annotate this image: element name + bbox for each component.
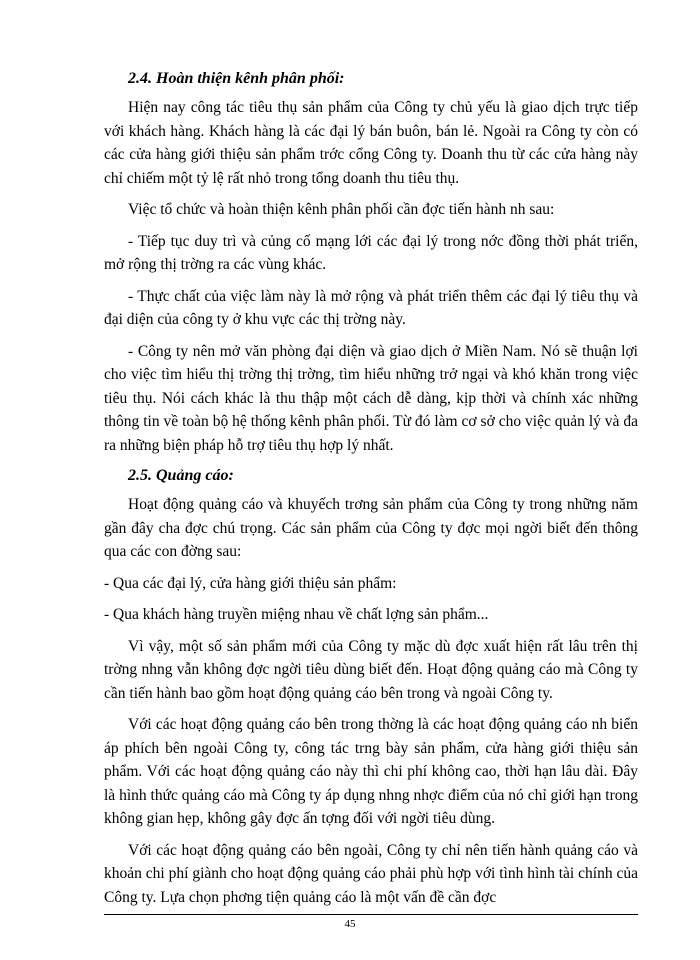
list-item: - Qua khách hàng truyền miệng nhau về chất lợng sản phẩm... xyxy=(104,606,489,623)
page-body xyxy=(104,68,638,917)
paragraph: Hiện nay công tác tiêu thụ sản phẩm của Công ty chủ yếu là giao dịch trực tiếp với khách hàng. Khách hàng là các đại lý bán buôn, bán lẻ. Ngoài ra Công ty còn có các cửa hàng giới thiệu sản phẩm trớc cổng Công ty. Doanh thu từ các cửa hàng này chỉ chiếm một tỷ lệ rất nhỏ trong tổng doanh thu tiêu thụ. xyxy=(104,99,638,187)
section-heading-advertising: 2.5. Quảng cáo: xyxy=(128,467,234,484)
paragraph: Hoạt động quảng cáo và khuyếch trơng sản phẩm của Công ty trong những năm gần đây cha đợc chú trọng. Các sản phẩm của Công ty đợc mọi ngời biết đến thông qua các con đờng sau: xyxy=(104,496,638,560)
list-item: - Qua các đại lý, cửa hàng giới thiệu sản phẩm: xyxy=(104,574,397,592)
bullet-paragraph: - Tiếp tục duy trì và củng cố mạng lới các đại lý trong nớc đồng thời phát triển, mở rộng thị trờng ra các vùng khác. xyxy=(104,232,638,273)
paragraph: Vì vậy, một số sản phẩm mới của Công ty mặc dù đợc xuất hiện rất lâu trên thị trờng nhng vẫn không đợc ngời tiêu dùng biết đến. Hoạt động quảng cáo mà Công ty cần tiến hành bao gồm hoạt động quảng cáo bên trong và ngoài Công ty. xyxy=(104,637,638,702)
section-heading-distribution: 2.4. Hoàn thiện kênh phân phối: xyxy=(128,70,345,87)
bullet-paragraph: - Công ty nên mở văn phòng đại diện và giao dịch ở Miền Nam. Nó sẽ thuận lợi cho việc tìm hiểu thị trờng thị trờng, tìm hiểu những trở ngại và khó khăn trong việc tiêu thụ. Nói cách khác là thu thập một cách dễ dàng, kịp thời và chính xác những thông tin về toàn bộ hệ thống kênh phân phối. Từ đó làm cơ sở cho việc quản lý và đa ra những biện pháp hỗ trợ tiêu thụ hợp lý nhất. xyxy=(104,342,638,454)
paragraph: Với các hoạt động quảng cáo bên ngoài, Công ty chỉ nên tiến hành quảng cáo và khoản chi phí giành cho hoạt động quảng cáo phải phù hợp với tình hình tài chính của Công ty. Lựa chọn phơng tiện quảng cáo là một vấn đề cần đợc xyxy=(104,841,638,906)
page-number: 45 xyxy=(344,918,356,930)
bullet-paragraph: - Thực chất của việc làm này là mở rộng và phát triển thêm các đại lý tiêu thụ và đại diện của công ty ở khu vực các thị trờng này. xyxy=(104,287,638,328)
paragraph: Việc tổ chức và hoàn thiện kênh phân phối cần đợc tiến hành nh sau: xyxy=(128,201,555,218)
footer-divider xyxy=(104,914,638,915)
paragraph: Với các hoạt động quảng cáo bên trong thờng là các hoạt động quảng cáo nh biển áp phích bên ngoài Công ty, công tác trng bày sản phẩm, cửa hàng giới thiệu sản phẩm. Với các hoạt động quảng cáo này thì chi phí không cao, thời hạn lâu dài. Đây là hình thức quảng cáo mà Công ty áp dụng nhng nhợc điểm của nó chỉ giới hạn trong không gian hẹp, không gây đợc ấn tợng đối với ngời tiêu dùng. xyxy=(104,716,638,827)
